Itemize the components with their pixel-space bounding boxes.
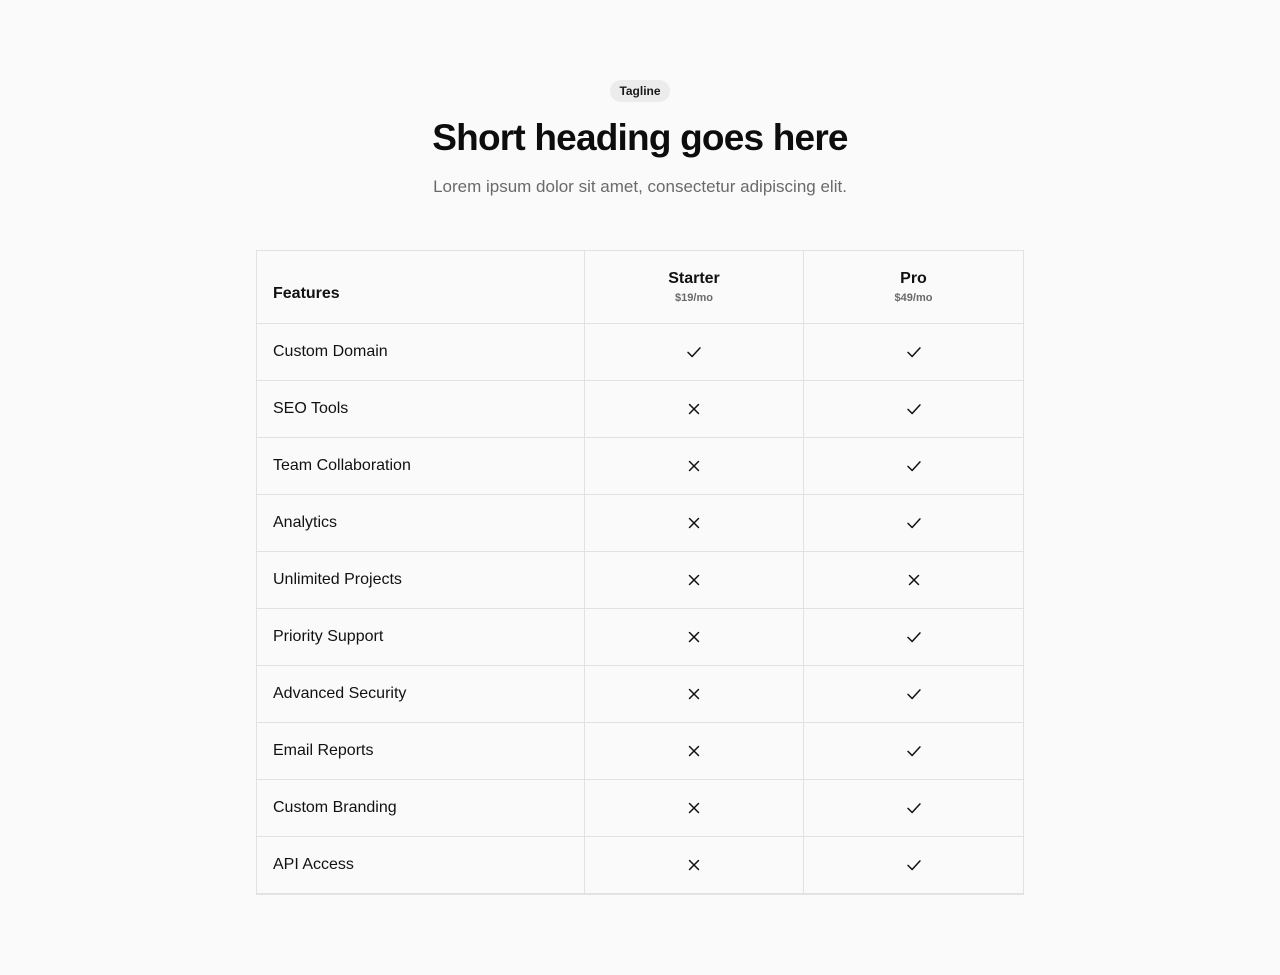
plan-name: Starter [668,269,720,287]
tagline-badge: Tagline [610,80,669,102]
table-row [257,780,1023,837]
x-icon [685,457,703,475]
x-icon [905,571,923,589]
x-icon [685,514,703,532]
x-icon [685,685,703,703]
features-column-header: Features [257,251,585,323]
x-icon [685,799,703,817]
table-body [257,324,1023,893]
check-icon [905,628,923,646]
plan-price: $19/mo [675,291,713,304]
plan-cell-starter [585,438,804,494]
plan-cell-pro [804,552,1023,608]
plan-cell-pro [804,495,1023,551]
feature-name: Analytics [257,495,585,551]
plan-cell-starter [585,837,804,893]
feature-name: Custom Domain [257,324,585,380]
plan-cell-pro [804,381,1023,437]
check-icon [905,742,923,760]
check-icon [685,343,703,361]
check-icon [905,685,923,703]
plan-cell-starter [585,495,804,551]
plan-cell-pro [804,609,1023,665]
x-icon [685,628,703,646]
plan-name: Pro [900,269,927,287]
feature-name: Custom Branding [257,780,585,836]
plan-cell-starter [585,780,804,836]
plan-cell-pro [804,666,1023,722]
plan-cell-pro [804,837,1023,893]
page-title: Short heading goes here [432,117,848,158]
feature-name: SEO Tools [257,381,585,437]
feature-name: Unlimited Projects [257,552,585,608]
comparison-table [256,250,1024,895]
feature-name: API Access [257,837,585,893]
feature-name: Team Collaboration [257,438,585,494]
table-row [257,723,1023,780]
check-icon [905,856,923,874]
plan-cell-starter [585,552,804,608]
check-icon [905,343,923,361]
table-row [257,609,1023,666]
table-row [257,381,1023,438]
check-icon [905,799,923,817]
table-row [257,495,1023,552]
plan-cell-starter [585,723,804,779]
plan-cell-pro [804,723,1023,779]
page-subtitle: Lorem ipsum dolor sit amet, consectetur adipiscing elit. [433,177,847,196]
x-icon [685,856,703,874]
feature-name: Priority Support [257,609,585,665]
plan-cell-pro [804,438,1023,494]
plan-header-starter [585,251,804,323]
table-row [257,666,1023,723]
plan-price: $49/mo [894,291,933,304]
x-icon [685,742,703,760]
plan-cell-starter [585,609,804,665]
check-icon [905,457,923,475]
table-row [257,438,1023,495]
plan-cell-starter [585,381,804,437]
x-icon [685,571,703,589]
plan-cell-starter [585,324,804,380]
section-header [0,80,1280,199]
plan-cell-starter [585,666,804,722]
feature-name: Advanced Security [257,666,585,722]
plan-cell-pro [804,780,1023,836]
x-icon [685,400,703,418]
plan-header-pro [804,251,1023,323]
table-row [257,324,1023,381]
check-icon [905,400,923,418]
plan-cell-pro [804,324,1023,380]
table-row [257,837,1023,893]
check-icon [905,514,923,532]
table-header-row [257,251,1023,324]
feature-name: Email Reports [257,723,585,779]
table-row [257,552,1023,609]
